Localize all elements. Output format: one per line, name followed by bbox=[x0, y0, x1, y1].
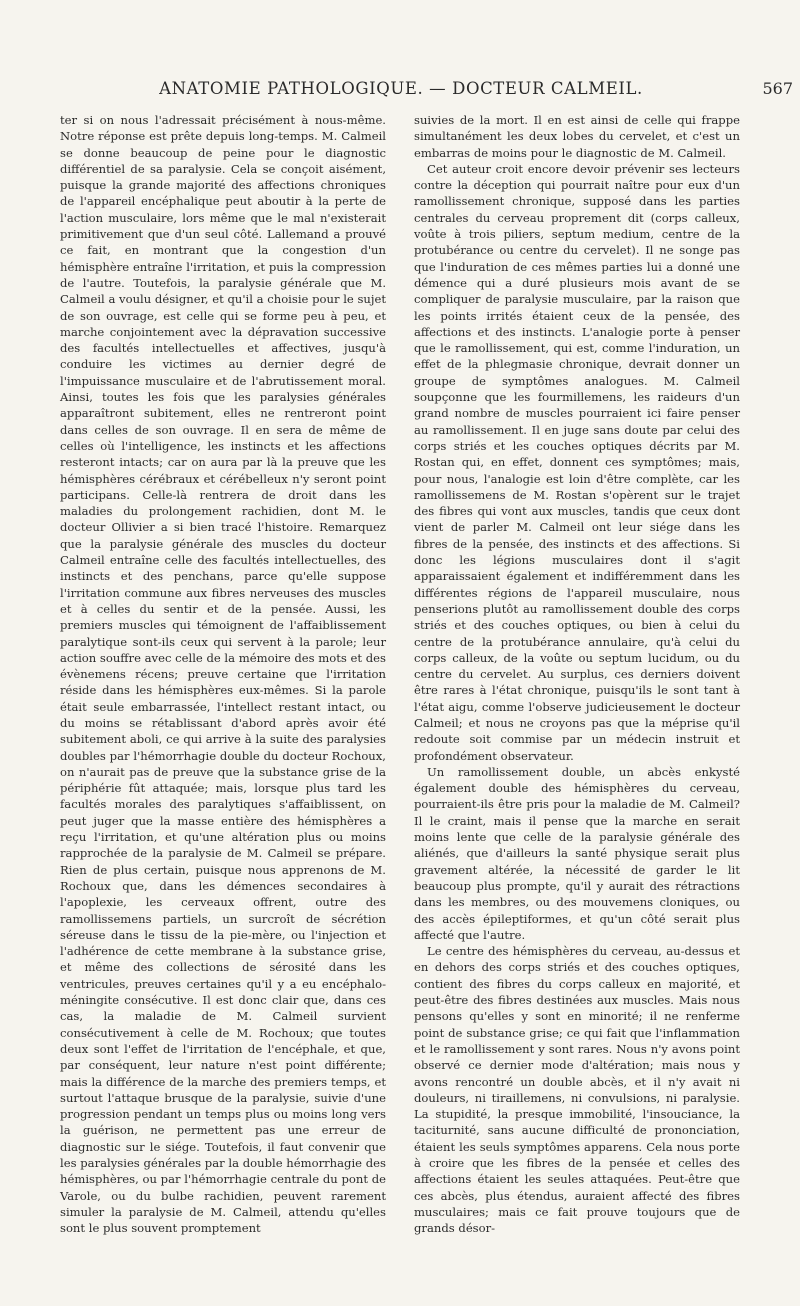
right-column bbox=[414, 112, 740, 1236]
paragraph: Le centre des hémisphères du cerveau, au-dessus et en dehors des corps striés et des couches optiques, contient des fibres du corps calleux en majorité, et peut-être des fibres destinées aux muscles. Mais nous pensons qu'elles y sont en minorité; il ne renferme point de substance grise; ce qui fait que l'inflammation et le ramollissement y sont rares. Nous n'y avons point observé ce dernier mode d'altération; mais nous y avons rencontré un double abcès, et il n'y avait ni douleurs, ni tiraillemens, ni convulsions, ni paralysie. La stupidité, la presque immobilité, l'insouciance, la taciturnité, sans aucune difficulté de prononciation, étaient les seuls symptômes apparens. Cela nous porte à croire que les fibres de la pensée et celles des affections étaient les seules attaquées. Peut-être que ces abcès, plus étendus, auraient affecté des fibres musculaires; mais ce fait prouve toujours que de grands désor- bbox=[414, 944, 740, 1236]
paragraph: Un ramollissement double, un abcès enkysté également double des hémisphères du cerveau, pourraient-ils être pris pour la maladie de M. Calmeil? Il le craint, mais il pense que la marche en serait moins lente que celle de la paralysie générale des aliénés, que d'ailleurs la santé physique serait plus gravement altérée, la nécessité de garder le lit beaucoup plus prompte, qu'il y aurait des rétractions dans les membres, ou des mouvemens cloniques, ou des accès épileptiformes, et qu'un côté serait plus affecté que l'autre. bbox=[414, 764, 740, 942]
running-title: ANATOMIE PATHOLOGIQUE. — DOCTEUR CALMEIL. bbox=[159, 79, 643, 98]
page-number: 567 bbox=[762, 79, 793, 98]
paragraph: ter si on nous l'adressait précisément à nous-même. Notre réponse est prête depuis long-temps. M. Calmeil se donne beaucoup de peine pour le diagnostic différentiel de sa paralysie. Cela se conçoit aisément, puisque la grande majorité des affections chroniques de l'appareil encéphalique peut aboutir à la perte de l'action musculaire, lors même que le mal n'existerait primitivement que d'un seul côté. Lallemand a prouvé ce fait, en montrant que la congestion d'un hémisphère entraîne l'irritation, et puis la compression de l'autre. Toutefois, la paralysie générale que M. Calmeil a voulu désigner, et qu'il a choisie pour le sujet de son ouvrage, est celle qui se forme peu à peu, et marche conjointement avec la dépravation successive des facultés intellectuelles et affectives, jusqu'à conduire les victimes au dernier degré de l'impuissance musculaire et de l'abrutissement moral. Ainsi, toutes les fois que les paralysies générales apparaîtront subitement, elles ne rentreront point dans celles de son ouvrage. Il en sera de même de celles où l'intelligence, les instincts et les affections resteront intacts; car on aura par là la preuve que les hémisphères cérébraux et cérébelleux n'y seront point participans. Celle-là rentrera de droit dans les maladies du prolongement rachidien, dont M. le docteur Ollivier a si bien tracé l'histoire. Remarquez que la paralysie générale des muscles du docteur Calmeil entraîne celle des facultés intellectuelles, des instincts et des penchans, parce qu'elle suppose l'irritation commune aux fibres nerveuses des muscles et à celles du sentir et de la pensée. Aussi, les premiers muscles qui témoignent de l'affaiblissement paralytique sont-ils ceux qui servent à la parole; leur action souffre avec celle de la mémoire des mots et des évènemens récens; preuve certaine que l'irritation réside dans les hémisphères eux-mêmes. Si la parole était seule embarrassée, l'intellect restant intact, ou du moins se rétablissant d'abord après avoir été subitement aboli, ce qui arrive à la suite des paralysies doubles par l'hémorrhagie double du docteur Rochoux, on n'aurait pas de preuve que la substance grise de la périphérie fût attaquée; mais, lorsque plus tard les facultés morales des paralytiques s'affaiblissent, on peut juger que la masse entière des hémisphères a reçu l'irritation, et qu'une altération plus ou moins rapprochée de la paralysie de M. Calmeil se prépare. Rien de plus certain, puisque nous apprenons de M. Rochoux que, dans les démences secondaires à l'apoplexie, les cerveaux offrent, outre des ramollissemens partiels, un surcroît de sécrétion séreuse dans le tissu de la pie-mère, ou l'injection et l'adhérence de cette membrane à la substance grise, et même des collections de sérosité dans les ventricules, preuves certaines qu'il y a eu encéphalo-méningite consécutive. Il est donc clair que, dans ces cas, la maladie de M. Calmeil survient consécutivement à celle de M. Rochoux; que toutes deux sont l'effet de l'irritation de l'encéphale, et que, par conséquent, leur nature n'est point différente; mais la différence de la marche des premiers temps, et surtout l'attaque brusque de la paralysie, suivie d'une progression pendant un temps plus ou moins long vers la guérison, ne permettent pas une erreur de diagnostic sur le siége. Toutefois, il faut convenir que les paralysies générales par la double hémorrhagie des hémisphères, ou par l'hémorrhagie centrale du pont de Varole, ou du bulbe rachidien, peuvent rarement simuler la paralysie de M. Calmeil, attendu qu'elles sont le plus souvent promptement bbox=[60, 113, 386, 1236]
page-header bbox=[115, 76, 800, 102]
left-column bbox=[60, 112, 386, 1236]
paragraph: Cet auteur croit encore devoir prévenir ses lecteurs contre la déception qui pourrait naître pour eux d'un ramollissement chronique, supposé dans les parties centrales du cerveau proprement dit (corps calleux, voûte à trois piliers, septum medium, centre de la protubérance ou centre du cervelet). Il ne songe pas que l'induration de ces mêmes parties lui a donné une démence qui a duré plusieurs mois avant de se compliquer de paralysie musculaire, par la raison que les points irrités étaient ceux de la pensée, des affections et des instincts. L'analogie porte à penser que le ramollissement, qui est, comme l'induration, un effet de la phlegmasie chronique, devrait donner un groupe de symptômes analogues. M. Calmeil soupçonne que les fourmillemens, les raideurs d'un grand nombre de muscles pourraient ici faire penser au ramollissement. Il en juge sans doute par celui des corps striés et les couches optiques décrits par M. Rostan qui, en effet, donnent ces symptômes; mais, pour nous, l'analogie est loin d'être complète, car les ramollissemens de M. Rostan s'opèrent sur le trajet des fibres qui vont aux muscles, tandis que ceux dont vient de parler M. Calmeil ont leur siége dans les fibres de la pensée, des instincts et des affections. Si donc les légions musculaires dont il s'agit apparaissaient également et indifféremment dans les différentes régions de l'appareil musculaire, nous penserions plutôt au ramollissement double des corps striés et des couches optiques, ou bien à celui du centre de la protubérance annulaire, qu'à celui du corps calleux, de la voûte ou septum lucidum, ou du centre du cervelet. Au surplus, ces derniers doivent être rares à l'état chronique, puisqu'ils le sont tant à l'état aigu, comme l'observe judicieusement le docteur Calmeil; et nous ne croyons pas que la méprise qu'il redoute soit commise par un médecin instruit et profondément observateur. bbox=[414, 161, 740, 763]
paragraph: suivies de la mort. Il en est ainsi de celle qui frappe simultanément les deux lobes du cervelet, et c'est un embarras de moins pour le diagnostic de M. Calmeil. bbox=[414, 113, 740, 160]
